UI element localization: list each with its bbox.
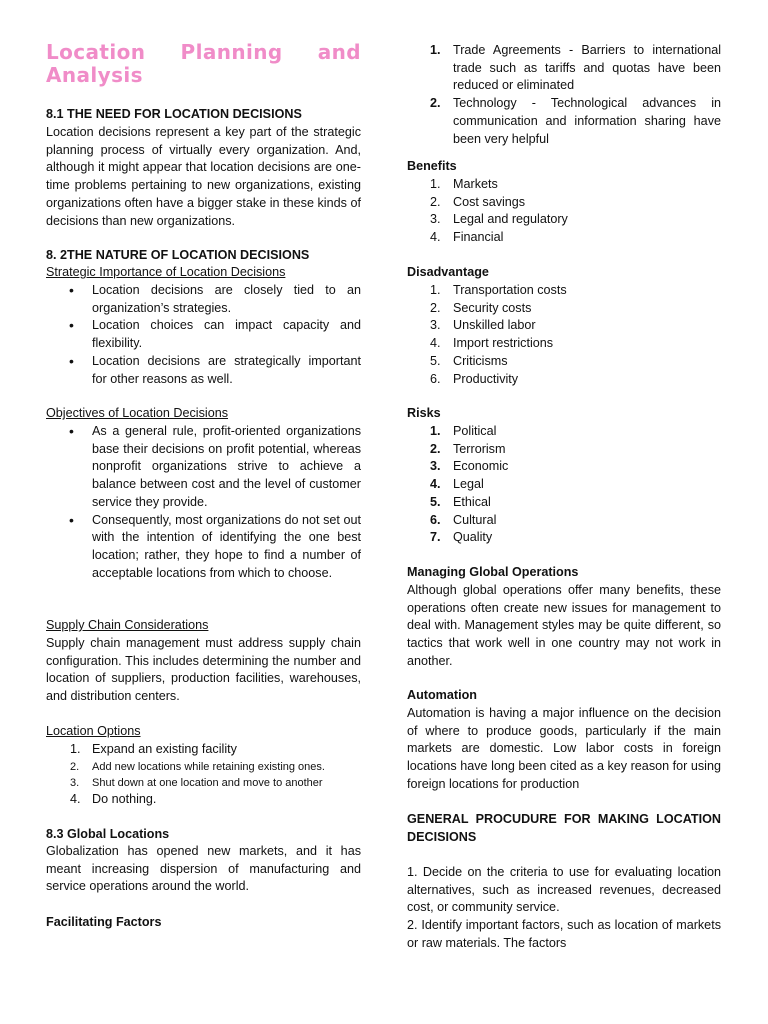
global-operations-heading: Managing Global Operations — [407, 565, 579, 579]
global-operations-body: Although global operations offer many benefits, these operations often create new issues for management to deal with. Management styles may be quite different, so tactics that work well in one country may not work in another. — [407, 583, 721, 668]
benefits-heading: Benefits — [407, 159, 457, 173]
list-item: 3. Shut down at one location and move to another — [70, 776, 323, 789]
disadvantage-list — [407, 282, 721, 388]
list-item: • Location choices can impact capacity and flexibility. — [46, 317, 361, 352]
procedure-step-2: 2. Identify important factors, such as location of markets or raw materials. The factors — [407, 918, 721, 950]
list-item: 1. Transportation costs — [430, 283, 567, 297]
list-item: • Consequently, most organizations do not set out with the intention of identifying the one best location; rather, they hope to find a number of acceptable locations from which to choose. — [46, 512, 361, 583]
risks-heading: Risks — [407, 406, 441, 420]
list-item: 2. Security costs — [430, 300, 532, 315]
supply-chain-body: Supply chain management must address supply chain configuration. This includes determining the number and location of suppliers, production facilities, warehouses, and distribution centers. — [46, 636, 361, 704]
list-item: 2. Add new locations while retaining existing ones. — [70, 760, 325, 773]
strategic-importance-list — [46, 282, 361, 388]
facilitating-factors-list — [407, 42, 721, 148]
list-item: 2. Terrorism — [430, 441, 506, 456]
list-item: 1. Political — [430, 424, 497, 438]
list-item: 3. Legal and regulatory — [430, 212, 568, 227]
section-8-3-heading: 8.3 Global Locations — [46, 827, 170, 841]
automation-body: Automation is having a major influence on the decision of where to produce goods, particularly if the main markets are domestic. Low labor costs in foreign locations have long been cited as a key reason for using foreign locations for production — [407, 706, 721, 791]
risks-list — [407, 423, 721, 547]
list-item: 3. Unskilled labor — [430, 318, 536, 333]
facilitating-factors-heading: Facilitating Factors — [46, 915, 162, 929]
list-item: 4. Do nothing. — [70, 791, 157, 806]
list-item: 1. Markets — [430, 177, 498, 191]
section-8-1-heading: 8.1 THE NEED FOR LOCATION DECISIONS — [46, 107, 302, 121]
location-options-list — [46, 741, 361, 808]
list-item: 2. Technology - Technological advances in communication and information sharing have been very helpful — [430, 96, 721, 146]
benefits-list — [407, 176, 721, 247]
list-item: 4. Legal — [430, 477, 484, 492]
procedure-step-1: 1. Decide on the criteria to use for evaluating location alternatives, such as increased revenues, decreased cost, or community service. — [407, 865, 721, 915]
list-item: • Location decisions are strategically important for other reasons as well. — [46, 353, 361, 388]
list-item: • Location decisions are closely tied to an organization’s strategies. — [46, 282, 361, 317]
list-item: 1. Trade Agreements - Barriers to international trade such as tariffs and quotas have been reduced or eliminated — [430, 43, 721, 93]
supply-chain-subheading: Supply Chain Considerations — [46, 618, 209, 632]
list-item: 5. Criticisms — [430, 353, 508, 368]
list-item: 4. Financial — [430, 230, 504, 245]
list-item: • As a general rule, profit-oriented organizations base their decisions on profit potential, whereas nonprofit organizations strive to achieve a balance between cost and the level of customer service they provide. — [46, 423, 361, 512]
location-options-subheading: Location Options — [46, 724, 141, 738]
list-item: 6. Cultural — [430, 512, 497, 527]
objectives-subheading: Objectives of Location Decisions — [46, 406, 229, 420]
disadvantage-heading: Disadvantage — [407, 265, 489, 279]
page-title: Location Planning and Analysis — [46, 40, 361, 87]
objectives-list — [46, 423, 361, 582]
section-8-1-body: Location decisions represent a key part of the strategic planning process of virtually every organization. And, although it might appear that location decisions are one-time problems pertaining to new organizations, existing organizations often have a bigger stake in these kinds of decisions than new organizations. — [46, 125, 361, 228]
list-item: 1. Expand an existing facility — [70, 742, 237, 756]
section-8-3-body: Globalization has opened new markets, and it has meant increasing dispersion of manufacturing and service operations around the world. — [46, 844, 361, 894]
section-8-2-heading: 8. 2THE NATURE OF LOCATION DECISIONS — [46, 248, 310, 262]
list-item: 6. Productivity — [430, 371, 519, 386]
list-item: 2. Cost savings — [430, 194, 526, 209]
strategic-importance-subheading: Strategic Importance of Location Decisions — [46, 265, 286, 279]
procedure-heading: GENERAL PROCUDURE FOR MAKING LOCATION DECISIONS — [407, 812, 721, 844]
list-item: 3. Economic — [430, 459, 509, 474]
automation-heading: Automation — [407, 688, 477, 702]
list-item: 4. Import restrictions — [430, 336, 554, 351]
list-item: 5. Ethical — [430, 494, 491, 509]
list-item: 7. Quality — [430, 530, 493, 545]
